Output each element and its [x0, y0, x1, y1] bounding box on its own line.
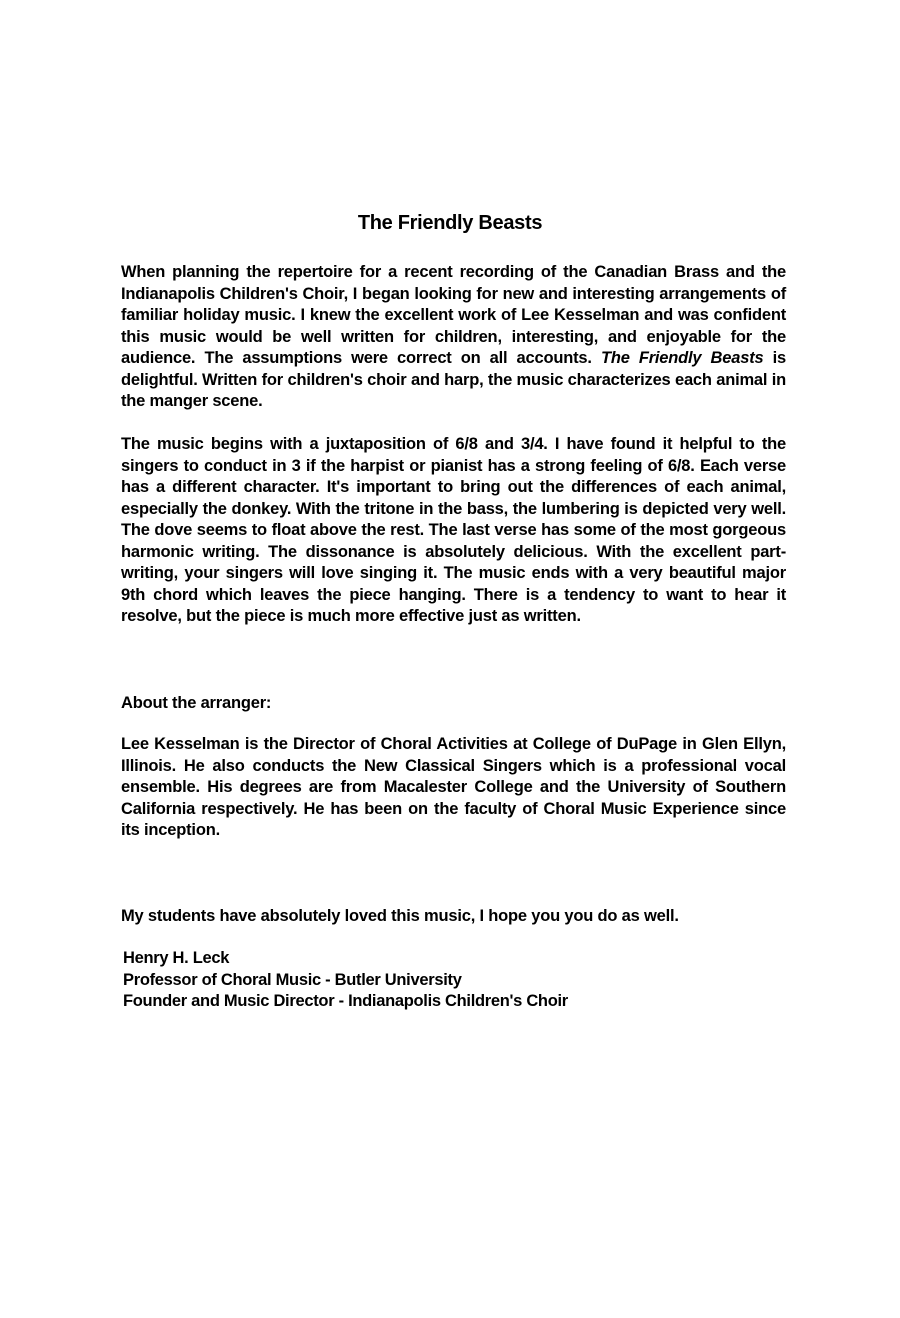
signature-name: Henry H. Leck [123, 949, 230, 967]
intro-paragraph-text: When planning the repertoire for a recent recording of the Canadian Brass and the Indianapolis Children's Choir, I began looking for new and interesting arrangements of familiar holiday music. I knew the excellent work of Lee Kesselman and was confident this music would be well written for children, interesting, and enjoyable for the audience. The assumptions were correct on all accounts. [121, 263, 786, 367]
document-title: The Friendly Beasts [357, 212, 543, 234]
signature-block [123, 948, 568, 1013]
about-arranger-heading: About the arranger: [121, 694, 272, 712]
intro-paragraph-italic-title: The Friendly Beasts [600, 349, 764, 367]
signature-title-1: Professor of Choral Music - Butler University [123, 970, 462, 989]
music-description-paragraph: The music begins with a juxtaposition of 6/8 and 3/4. I have found it helpful to the singers to conduct in 3 if the harpist or pianist has a strong feeling of 6/8. Each verse has a different character. It's important to bring out the differences of each animal, especially the donkey. With the tritone in the bass, the lumbering is depicted very well. The dove seems to float above the rest. The last verse has some of the most gorgeous harmonic writing. The dissonance is absolutely delicious. With the excellent part-writing, your singers will love singing it. The music ends with a very beautiful major 9th chord which leaves the piece hanging. There is a tendency to want to hear it resolve, but the piece is much more effective just as written. [121, 435, 786, 625]
intro-paragraph [121, 262, 786, 413]
closing-sentence: My students have absolutely loved this music, I hope you you do as well. [121, 907, 679, 925]
signature-title-2: Founder and Music Director - Indianapolis Children's Choir [123, 992, 568, 1010]
arranger-bio-paragraph: Lee Kesselman is the Director of Choral Activities at College of DuPage in Glen Ellyn, Illinois. He also conducts the New Classical Singers which is a professional vocal ensemble. His degrees are from Macalester College and the University of Southern California respectively. He has been on the faculty of Choral Music Experience since its inception. [121, 735, 786, 839]
intro-paragraph-text-end: is delightful. Written for children's choir and harp, the music characterizes each animal in the manger scene. [121, 349, 786, 410]
